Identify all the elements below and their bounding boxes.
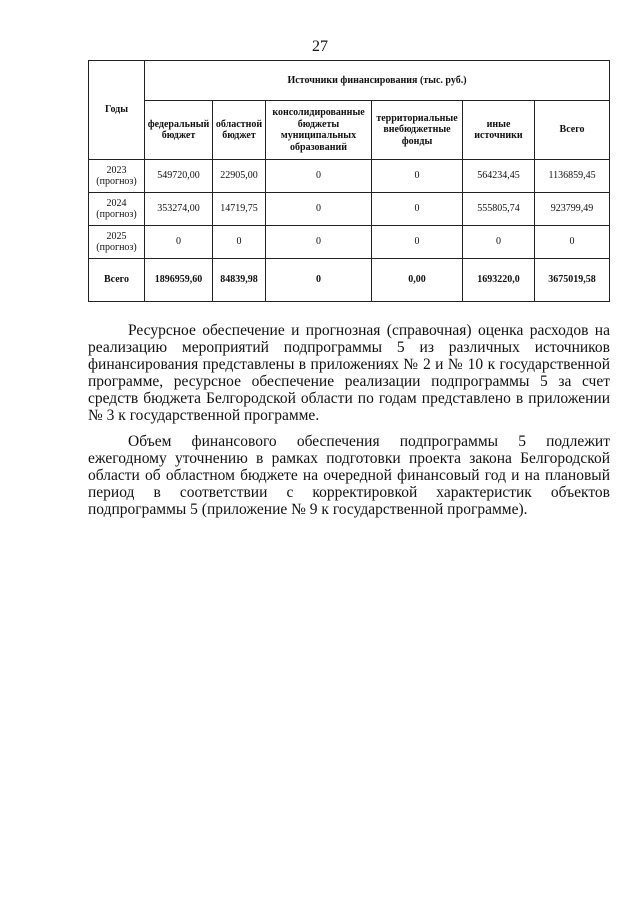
- sources-header: Источники финансирования (тыс. руб.): [145, 61, 610, 101]
- column-header: областной бюджет: [213, 101, 266, 160]
- column-header: иные источники: [463, 101, 535, 160]
- column-header: консолидированные бюджеты муниципальных образований: [266, 101, 372, 160]
- column-header: Всего: [535, 101, 610, 160]
- year-cell: [89, 160, 145, 193]
- year-cell: [89, 226, 145, 259]
- total-row: [89, 259, 610, 302]
- year-note: (прогноз): [96, 242, 137, 253]
- year-value: 2025: [106, 230, 127, 242]
- column-header: территориальные внебюджетные фонды: [372, 101, 463, 160]
- value-cell: 0: [372, 160, 463, 193]
- financing-table: [88, 60, 610, 302]
- value-cell: 0: [266, 226, 372, 259]
- value-cell: 564234,45: [463, 160, 535, 193]
- total-cell: 1896959,60: [145, 259, 213, 302]
- paragraph-resources: Ресурсное обеспечение и прогнозная (справочная) оценка расходов на реализацию мероприятий подпрограммы 5 из различных источников финансирования представлены в приложениях № 2 и № 10 к государственной программе, ресурсное обеспечение реализации подпрограммы 5 за счет средств бюджета Белгородской области по годам представлено в приложении № 3 к государственной программе.: [88, 322, 610, 424]
- value-cell: 353274,00: [145, 193, 213, 226]
- total-label: Всего: [89, 259, 145, 302]
- year-value: 2024: [106, 197, 127, 209]
- year-value: 2023: [106, 164, 127, 176]
- year-note: (прогноз): [96, 176, 137, 187]
- years-header: Годы: [89, 61, 145, 160]
- total-cell: 0,00: [372, 259, 463, 302]
- total-cell: 84839,98: [213, 259, 266, 302]
- value-cell: 22905,00: [213, 160, 266, 193]
- value-cell: 0: [266, 193, 372, 226]
- total-cell: 1693220,0: [463, 259, 535, 302]
- value-cell: 1136859,45: [535, 160, 610, 193]
- value-cell: 14719,75: [213, 193, 266, 226]
- value-cell: 0: [213, 226, 266, 259]
- value-cell: 0: [535, 226, 610, 259]
- year-note: (прогноз): [96, 209, 137, 220]
- total-cell: 0: [266, 259, 372, 302]
- page-number: 27: [312, 38, 328, 55]
- table-row: [89, 193, 610, 226]
- year-cell: [89, 193, 145, 226]
- value-cell: 0: [372, 226, 463, 259]
- value-cell: 0: [145, 226, 213, 259]
- value-cell: 0: [463, 226, 535, 259]
- value-cell: 923799,49: [535, 193, 610, 226]
- value-cell: 0: [266, 160, 372, 193]
- table-row: [89, 160, 610, 193]
- total-cell: 3675019,58: [535, 259, 610, 302]
- value-cell: 555805,74: [463, 193, 535, 226]
- table-row: [89, 226, 610, 259]
- paragraph-volume: Объем финансового обеспечения подпрограммы 5 подлежит ежегодному уточнению в рамках подготовки проекта закона Белгородской области об областном бюджете на очередной финансовый год и на плановый период в соответствии с корректировкой характеристик объектов подпрограммы 5 (приложение № 9 к государственной программе).: [88, 433, 610, 518]
- value-cell: 0: [372, 193, 463, 226]
- column-header: федеральный бюджет: [145, 101, 213, 160]
- value-cell: 549720,00: [145, 160, 213, 193]
